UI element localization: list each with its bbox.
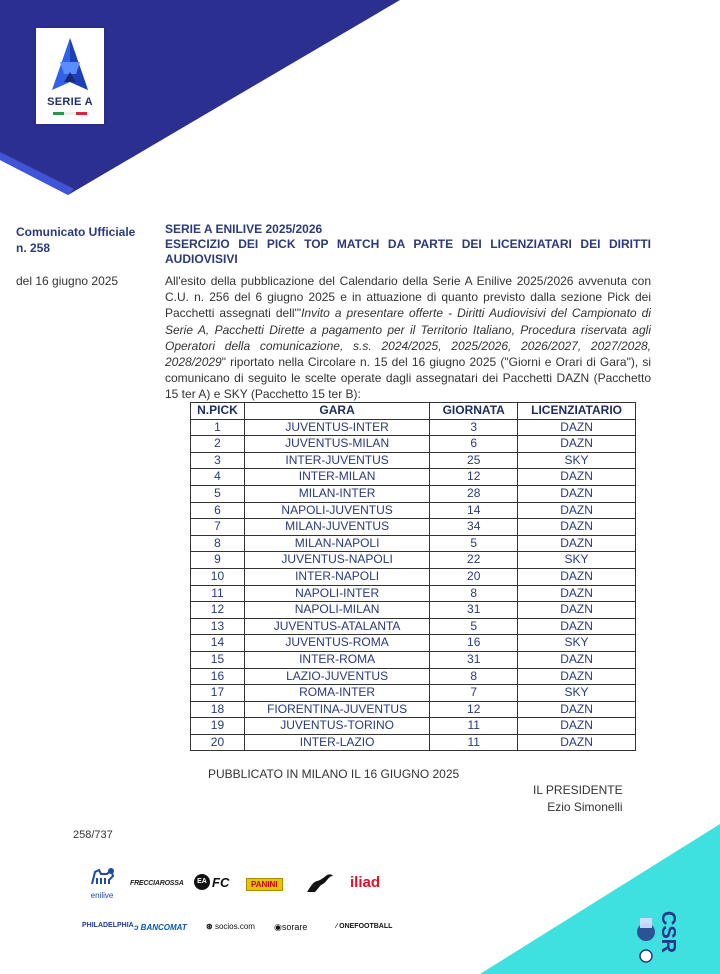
cell-licenziatario: DAZN: [518, 469, 636, 486]
cell-licenziatario: DAZN: [518, 651, 636, 668]
table-row: [191, 452, 636, 469]
sorare-text: sorare: [281, 922, 308, 932]
table-row: [191, 618, 636, 635]
cell-licenziatario: DAZN: [518, 436, 636, 453]
picks-table: [190, 402, 636, 751]
iliad-logo: iliad: [350, 874, 381, 891]
cell-gara: FIORENTINA-JUVENTUS: [244, 701, 429, 718]
cell-licenziatario: SKY: [518, 452, 636, 469]
communique-line1: Comunicato Ufficiale: [16, 225, 136, 239]
cell-licenziatario: DAZN: [518, 701, 636, 718]
cell-licenziatario: SKY: [518, 552, 636, 569]
table-row: [191, 485, 636, 502]
puma-logo: [305, 872, 335, 894]
cell-gara: JUVENTUS-ROMA: [244, 635, 429, 652]
cell-giornata: 14: [430, 502, 518, 519]
table-body: [191, 419, 636, 751]
document-subtitle: ESERCIZIO DEI PICK TOP MATCH DA PARTE DEI LICENZIATARI DEI DIRITTI AUDIOVISIVI: [165, 237, 651, 266]
table-row: [191, 419, 636, 436]
onefootball-mark: ⁄: [336, 923, 340, 930]
table-row: [191, 635, 636, 652]
cell-giornata: 8: [430, 668, 518, 685]
cell-gara: JUVENTUS-MILAN: [244, 436, 429, 453]
header-giornata: GIORNATA: [430, 403, 518, 420]
cell-npick: 15: [191, 651, 245, 668]
cell-npick: 20: [191, 734, 245, 751]
header-gara: GARA: [244, 403, 429, 420]
table-row: [191, 602, 636, 619]
cell-gara: MILAN-INTER: [244, 485, 429, 502]
cell-giornata: 12: [430, 701, 518, 718]
cell-giornata: 20: [430, 568, 518, 585]
serie-a-logo: [36, 28, 104, 124]
cell-giornata: 7: [430, 685, 518, 702]
table-row: [191, 651, 636, 668]
table-row: [191, 519, 636, 536]
cell-gara: NAPOLI-MILAN: [244, 602, 429, 619]
table-row: [191, 701, 636, 718]
table-row: [191, 502, 636, 519]
cell-npick: 1: [191, 419, 245, 436]
cell-gara: INTER-LAZIO: [244, 734, 429, 751]
cell-gara: INTER-NAPOLI: [244, 568, 429, 585]
cell-licenziatario: DAZN: [518, 602, 636, 619]
onefootball-logo: [336, 923, 392, 930]
cell-gara: NAPOLI-INTER: [244, 585, 429, 602]
six-legged-dog-icon: [89, 866, 115, 888]
fc-text: FC: [212, 874, 230, 890]
cell-gara: MILAN-JUVENTUS: [244, 519, 429, 536]
cell-giornata: 31: [430, 602, 518, 619]
sorare-logo: [274, 922, 307, 933]
cell-npick: 19: [191, 718, 245, 735]
cell-licenziatario: SKY: [518, 685, 636, 702]
watermark-logo: [626, 896, 696, 966]
header-licenziatario: LICENZIATARIO: [518, 403, 636, 420]
cell-giornata: 3: [430, 419, 518, 436]
cell-gara: LAZIO-JUVENTUS: [244, 668, 429, 685]
cell-giornata: 34: [430, 519, 518, 536]
body-paragraph: [165, 273, 651, 403]
enilive-text: enilive: [90, 891, 114, 900]
frecciarossa-logo: FRECCIAROSSA: [130, 880, 184, 887]
cell-npick: 16: [191, 668, 245, 685]
cell-gara: INTER-MILAN: [244, 469, 429, 486]
panini-logo: PANINI: [246, 878, 283, 891]
cell-licenziatario: DAZN: [518, 502, 636, 519]
ea-fc-logo: [194, 874, 229, 890]
italian-flag-stripe: [53, 112, 87, 115]
cell-giornata: 31: [430, 651, 518, 668]
table-row: [191, 718, 636, 735]
page-number: 258/737: [73, 829, 113, 841]
president-signature: [533, 782, 623, 816]
cell-npick: 14: [191, 635, 245, 652]
onefootball-text: ONEFOOTBALL: [339, 923, 393, 930]
cell-npick: 9: [191, 552, 245, 569]
cell-licenziatario: DAZN: [518, 618, 636, 635]
table-header-row: [191, 403, 636, 420]
cell-licenziatario: DAZN: [518, 535, 636, 552]
cell-npick: 4: [191, 469, 245, 486]
cell-gara: INTER-JUVENTUS: [244, 452, 429, 469]
cell-giornata: 5: [430, 618, 518, 635]
cell-npick: 7: [191, 519, 245, 536]
cell-gara: ROMA-INTER: [244, 685, 429, 702]
cell-npick: 11: [191, 585, 245, 602]
cell-licenziatario: DAZN: [518, 419, 636, 436]
body-italic: Invito a presentare offerte - Diritti Audiovisivi del Campionato di Serie A, Pacchetti Dirette a pagamento per il Territorio Italiano, Procedura riservata agli Operatori della comunicazione, s.s. 2024/2025, 2025/2026, 2026/2027, 2027/2028, 2028/2029: [165, 306, 651, 370]
cell-licenziatario: DAZN: [518, 568, 636, 585]
serie-a-logo-icon: [36, 32, 104, 100]
cell-npick: 18: [191, 701, 245, 718]
cell-giornata: 25: [430, 452, 518, 469]
cell-giornata: 11: [430, 734, 518, 751]
watermark-letters: CSR: [657, 910, 679, 954]
body-part2: " riportato nella Circolare n. 15 del 16 giugno 2025 ("Giorni e Orari di Gara"), si comunicano di seguito le scelte operate dagli assegnatari dei Pacchetti DAZN (Pacchetto 15 ter A) e SKY (Pacchetto 15 ter B):: [165, 355, 651, 402]
cell-giornata: 16: [430, 635, 518, 652]
cell-licenziatario: DAZN: [518, 485, 636, 502]
table-row: [191, 734, 636, 751]
table-row: [191, 685, 636, 702]
cell-giornata: 22: [430, 552, 518, 569]
table-row: [191, 469, 636, 486]
ea-badge: EA: [194, 874, 210, 890]
president-title: IL PRESIDENTE: [533, 783, 623, 797]
cell-licenziatario: DAZN: [518, 734, 636, 751]
table-row: [191, 668, 636, 685]
bancomat-logo: [134, 923, 187, 932]
main-content: [165, 222, 651, 403]
cell-giornata: 5: [430, 535, 518, 552]
table-row: [191, 568, 636, 585]
cell-npick: 8: [191, 535, 245, 552]
cell-npick: 13: [191, 618, 245, 635]
socios-mark: ⊛: [206, 922, 215, 931]
cell-npick: 10: [191, 568, 245, 585]
cell-giornata: 12: [430, 469, 518, 486]
cell-gara: JUVENTUS-ATALANTA: [244, 618, 429, 635]
cell-licenziatario: DAZN: [518, 718, 636, 735]
published-note: PUBBLICATO IN MILANO IL 16 GIUGNO 2025: [208, 767, 460, 781]
cell-npick: 17: [191, 685, 245, 702]
cell-npick: 5: [191, 485, 245, 502]
cell-giornata: 6: [430, 436, 518, 453]
bancomat-text: BANCOMAT: [140, 923, 187, 932]
document-title: SERIE A ENILIVE 2025/2026: [165, 222, 323, 236]
table-row: [191, 552, 636, 569]
logo-text: SERIE A: [47, 96, 93, 108]
communique-info: [16, 224, 146, 288]
cell-npick: 3: [191, 452, 245, 469]
cell-npick: 2: [191, 436, 245, 453]
cell-gara: JUVENTUS-INTER: [244, 419, 429, 436]
cell-giornata: 11: [430, 718, 518, 735]
table-row: [191, 585, 636, 602]
cell-npick: 6: [191, 502, 245, 519]
cell-gara: JUVENTUS-TORINO: [244, 718, 429, 735]
communique-date: del 16 giugno 2025: [16, 274, 119, 288]
cell-gara: JUVENTUS-NAPOLI: [244, 552, 429, 569]
socios-logo: [206, 922, 255, 931]
table-row: [191, 535, 636, 552]
table-row: [191, 436, 636, 453]
bancomat-mark: ↄ: [134, 923, 141, 932]
cell-licenziatario: DAZN: [518, 668, 636, 685]
sorare-mark: ◉: [274, 922, 282, 932]
socios-text: socios.com: [214, 922, 255, 931]
president-name: Ezio Simonelli: [547, 800, 623, 814]
cell-licenziatario: DAZN: [518, 585, 636, 602]
body-part1: All'esito della pubblicazione del Calendario della Serie A Enilive 2025/2026 avvenuta con C.U. n. 256 del 6 giugno 2025 e in attuazione di quanto previsto dalla sezione Pick dei Pacchetti assegnati dell'": [165, 274, 651, 321]
cell-licenziatario: DAZN: [518, 519, 636, 536]
communique-number: n. 258: [16, 241, 51, 255]
cell-giornata: 28: [430, 485, 518, 502]
cell-gara: MILAN-NAPOLI: [244, 535, 429, 552]
cell-gara: INTER-ROMA: [244, 651, 429, 668]
philadelphia-logo: PHILADELPHIA: [82, 922, 134, 929]
cell-npick: 12: [191, 602, 245, 619]
cell-giornata: 8: [430, 585, 518, 602]
cell-licenziatario: SKY: [518, 635, 636, 652]
enilive-logo: [82, 866, 122, 900]
header-npick: N.PICK: [191, 403, 245, 420]
cell-gara: NAPOLI-JUVENTUS: [244, 502, 429, 519]
